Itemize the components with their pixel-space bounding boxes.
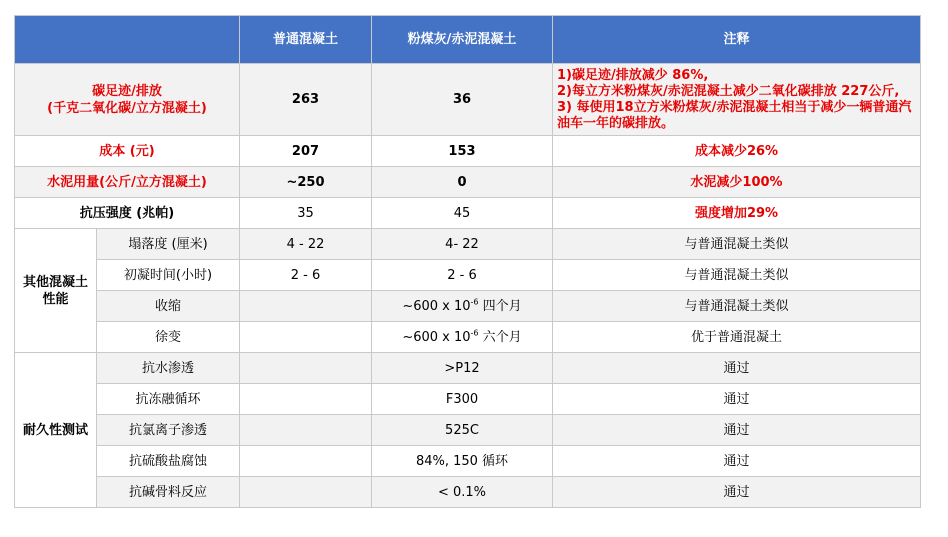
durability-row xyxy=(15,384,921,415)
cost-row xyxy=(15,136,921,167)
header-row xyxy=(15,16,921,64)
shrink-note: 与普通混凝土类似 xyxy=(553,291,921,322)
durability-note: 通过 xyxy=(553,477,921,508)
carbon-note xyxy=(553,64,921,136)
creep-label: 徐变 xyxy=(97,322,240,353)
durability-label: 抗硫酸盐腐蚀 xyxy=(97,446,240,477)
durability-flyash: >P12 xyxy=(372,353,553,384)
shrink-normal xyxy=(240,291,372,322)
durability-normal xyxy=(240,353,372,384)
carbon-note-1: 1)碳足迹/排放减少 86%, xyxy=(557,67,709,83)
durability-group: 耐久性测试 xyxy=(15,353,97,508)
carbon-row xyxy=(15,64,921,136)
cement-label: 水泥用量(公斤/立方混凝土) xyxy=(15,167,240,198)
setting-flyash: 2 - 6 xyxy=(372,260,553,291)
cement-normal: ~250 xyxy=(240,167,372,198)
durability-note: 通过 xyxy=(553,353,921,384)
durability-label: 抗水渗透 xyxy=(97,353,240,384)
setting-normal: 2 - 6 xyxy=(240,260,372,291)
durability-label: 抗冻融循环 xyxy=(97,384,240,415)
durability-note: 通过 xyxy=(553,446,921,477)
cement-flyash: 0 xyxy=(372,167,553,198)
carbon-normal: 263 xyxy=(240,64,372,136)
shrink-flyash-exp: -6 xyxy=(470,297,479,307)
shrink-row xyxy=(15,291,921,322)
durability-row xyxy=(15,446,921,477)
shrink-flyash-prefix: ~600 x 10 xyxy=(402,298,471,314)
slump-normal: 4 - 22 xyxy=(240,229,372,260)
strength-label: 抗压强度 (兆帕) xyxy=(15,198,240,229)
strength-normal: 35 xyxy=(240,198,372,229)
cement-row xyxy=(15,167,921,198)
cost-note: 成本减少26% xyxy=(553,136,921,167)
durability-flyash: 525C xyxy=(372,415,553,446)
carbon-note-3: 3) 每使用18立方米粉煤灰/赤泥混凝土相当于减少一辆普通汽油车一年的碳排放。 xyxy=(557,99,912,131)
setting-label: 初凝时间(小时) xyxy=(97,260,240,291)
durability-flyash: < 0.1% xyxy=(372,477,553,508)
slump-label: 塌落度 (厘米) xyxy=(97,229,240,260)
slump-row xyxy=(15,229,921,260)
comparison-table xyxy=(14,15,921,508)
durability-flyash: 84%, 150 循环 xyxy=(372,446,553,477)
creep-flyash-exp: -6 xyxy=(470,328,479,338)
cement-note: 水泥减少100% xyxy=(553,167,921,198)
header-flyash-concrete: 粉煤灰/赤泥混凝土 xyxy=(372,16,553,64)
other-group-line1: 其他混凝土 xyxy=(22,274,88,290)
setting-note: 与普通混凝土类似 xyxy=(553,260,921,291)
carbon-label xyxy=(15,64,240,136)
strength-row xyxy=(15,198,921,229)
carbon-flyash: 36 xyxy=(372,64,553,136)
durability-row xyxy=(15,477,921,508)
creep-note: 优于普通混凝土 xyxy=(553,322,921,353)
cost-normal: 207 xyxy=(240,136,372,167)
carbon-label-line2: (千克二氧化碳/立方混凝土) xyxy=(47,100,207,116)
durability-normal xyxy=(240,446,372,477)
strength-flyash: 45 xyxy=(372,198,553,229)
other-group-line2: 性能 xyxy=(42,291,69,307)
header-blank xyxy=(15,16,240,64)
durability-normal xyxy=(240,477,372,508)
strength-note: 强度增加29% xyxy=(553,198,921,229)
other-properties-group xyxy=(15,229,97,353)
creep-row xyxy=(15,322,921,353)
cost-flyash: 153 xyxy=(372,136,553,167)
header-normal-concrete: 普通混凝土 xyxy=(240,16,372,64)
header-notes: 注释 xyxy=(553,16,921,64)
durability-note: 通过 xyxy=(553,415,921,446)
creep-flyash-prefix: ~600 x 10 xyxy=(402,329,471,345)
durability-label: 抗氯离子渗透 xyxy=(97,415,240,446)
setting-row xyxy=(15,260,921,291)
carbon-label-line1: 碳足迹/排放 xyxy=(92,83,162,99)
cost-label: 成本 (元) xyxy=(15,136,240,167)
shrink-flyash xyxy=(372,291,553,322)
durability-label: 抗碱骨料反应 xyxy=(97,477,240,508)
durability-normal xyxy=(240,415,372,446)
creep-flyash xyxy=(372,322,553,353)
shrink-label: 收缩 xyxy=(97,291,240,322)
creep-flyash-suffix: 六个月 xyxy=(478,329,522,345)
creep-normal xyxy=(240,322,372,353)
shrink-flyash-suffix: 四个月 xyxy=(478,298,522,314)
durability-row xyxy=(15,353,921,384)
durability-row xyxy=(15,415,921,446)
slump-flyash: 4- 22 xyxy=(372,229,553,260)
carbon-note-2: 2)每立方米粉煤灰/赤泥混凝土减少二氧化碳排放 227公斤, xyxy=(557,83,900,99)
durability-flyash: F300 xyxy=(372,384,553,415)
durability-normal xyxy=(240,384,372,415)
slump-note: 与普通混凝土类似 xyxy=(553,229,921,260)
durability-note: 通过 xyxy=(553,384,921,415)
